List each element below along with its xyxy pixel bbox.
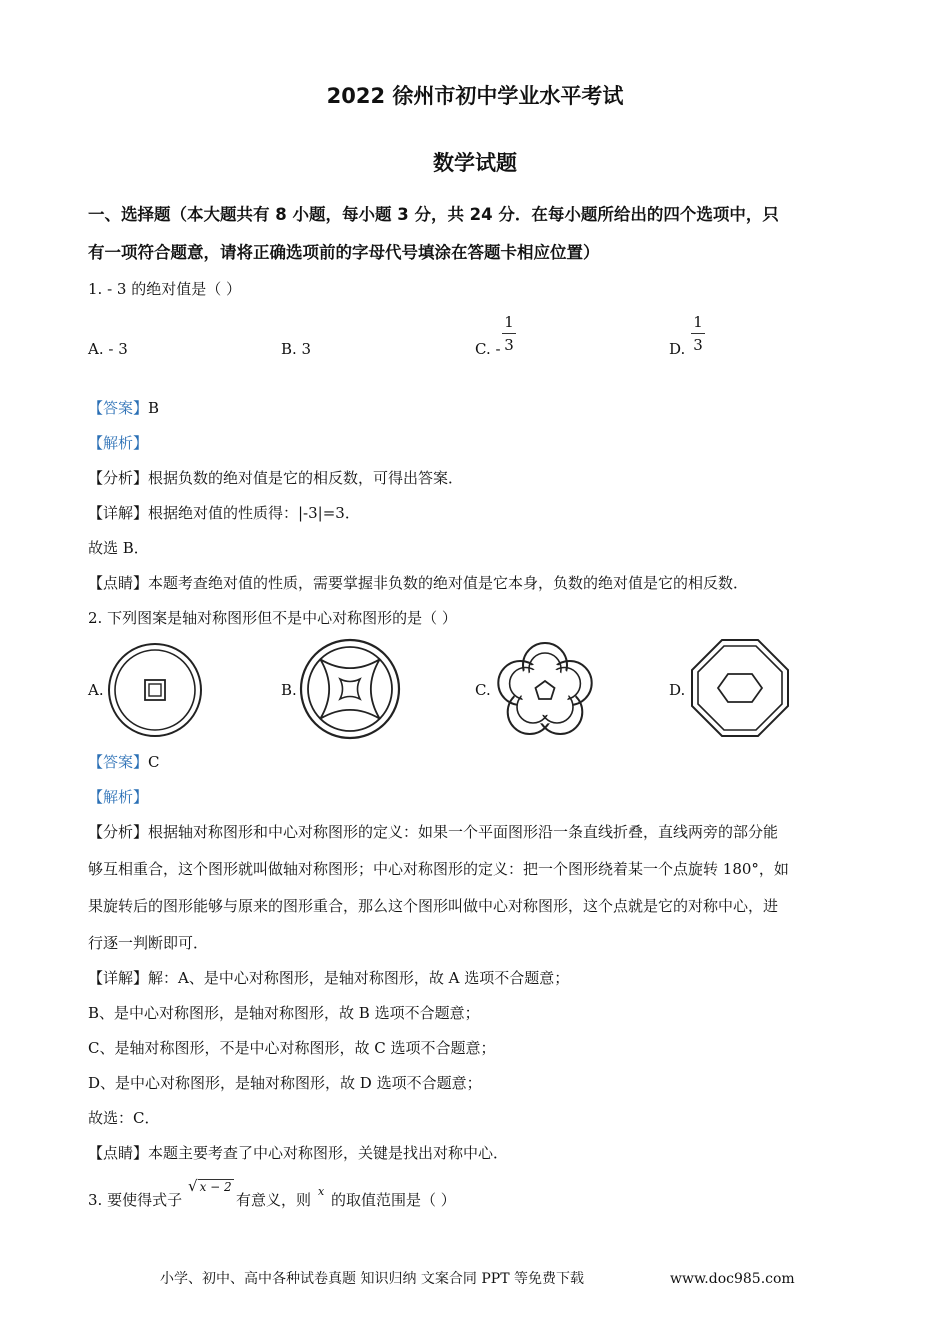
q2-label-b: B. bbox=[281, 681, 297, 699]
q2-fenxi-line3: 果旋转后的图形能够与原来的图形重合，那么这个图形叫做中心对称图形，这个点就是它的对称中心，进 bbox=[88, 897, 779, 915]
q1-xiangjie: 【详解】根据绝对值的性质得：|-3|=3． bbox=[88, 504, 360, 522]
q2-fenxi-line4: 行逐一判断即可． bbox=[88, 934, 209, 952]
q1-analysis-tag: 【解析】 bbox=[88, 434, 149, 452]
q1-option-a: A. - 3 bbox=[88, 340, 128, 358]
q1-answer bbox=[88, 398, 159, 418]
answer-tag: 【答案】 bbox=[88, 399, 149, 417]
fraction-denominator: 3 bbox=[693, 336, 703, 354]
radical-sign: √ bbox=[188, 1177, 198, 1195]
q2-fenxi-line1: 【分析】根据轴对称图形和中心对称图形的定义：如果一个平面图形沿一条直线折叠，直线两旁的部分能 bbox=[88, 823, 779, 841]
q1-option-d: D. bbox=[669, 340, 686, 358]
q3-radical bbox=[188, 1178, 234, 1195]
coin-square-hole-figure bbox=[105, 640, 205, 740]
q2-line-d: D、是中心对称图形，是轴对称图形，故 D 选项不合题意； bbox=[88, 1074, 482, 1092]
fraction-bar bbox=[502, 333, 516, 334]
fraction-bar bbox=[691, 333, 705, 334]
q2-answer bbox=[88, 752, 160, 772]
q2-label-d: D. bbox=[669, 681, 686, 699]
footer-text: 小学、初中、高中各种试卷真题 知识归纳 文案合同 PPT 等免费下载 bbox=[160, 1271, 584, 1287]
q1-dianjing: 【点睛】本题考查绝对值的性质，需要掌握非负数的绝对值是它本身，负数的绝对值是它的相反数． bbox=[88, 574, 749, 592]
q2-xiangjie: 【详解】解：A、是中心对称图形，是轴对称图形，故 A 选项不合题意； bbox=[88, 969, 570, 987]
coin-curved-square-figure bbox=[298, 637, 402, 741]
q2-line-b: B、是中心对称图形，是轴对称图形，故 B 选项不合题意； bbox=[88, 1004, 480, 1022]
q3-stem-post: 的取值范围是（ ） bbox=[331, 1191, 456, 1209]
q1-stem: 1. - 3 的绝对值是（ ） bbox=[88, 280, 241, 298]
q2-analysis-tag: 【解析】 bbox=[88, 788, 149, 806]
plum-flower-figure bbox=[492, 637, 598, 741]
q1-guxuan: 故选 B． bbox=[88, 539, 149, 557]
q2-line-c: C、是轴对称图形，不是中心对称图形，故 C 选项不合题意； bbox=[88, 1039, 496, 1057]
q2-dianjing: 【点睛】本题主要考查了中心对称图形，关键是找出对称中心． bbox=[88, 1144, 509, 1162]
page-subtitle: 数学试题 bbox=[433, 151, 517, 175]
footer-url[interactable]: www.doc985.com bbox=[670, 1271, 795, 1287]
page-title: 2022 徐州市初中学业水平考试 bbox=[326, 84, 624, 108]
q2-label-a: A. bbox=[88, 681, 104, 699]
fraction-numerator: 1 bbox=[504, 313, 514, 331]
q1-option-d-fraction bbox=[691, 313, 705, 354]
radicand: x − 2 bbox=[199, 1180, 232, 1194]
answer-value: C bbox=[148, 753, 160, 771]
q1-option-b: B. 3 bbox=[281, 340, 312, 358]
q1-option-c: C. - bbox=[475, 340, 501, 358]
q3-stem-mid: 有意义，则 bbox=[236, 1191, 312, 1209]
q2-guxuan: 故选：C． bbox=[88, 1109, 160, 1127]
answer-value: B bbox=[148, 399, 160, 417]
fraction-numerator: 1 bbox=[693, 313, 703, 331]
q3-stem-pre: 3. 要使得式子 bbox=[88, 1191, 183, 1209]
section-heading-line1: 一、选择题（本大题共有 8 小题，每小题 3 分，共 24 分．在每小题所给出的四个选项中，只 bbox=[88, 205, 779, 224]
octagon-hexagon-figure bbox=[688, 636, 792, 740]
q2-stem: 2. 下列图案是轴对称图形但不是中心对称图形的是（ ） bbox=[88, 609, 457, 627]
section-heading-line2: 有一项符合题意，请将正确选项前的字母代号填涂在答题卡相应位置） bbox=[88, 243, 600, 262]
answer-tag: 【答案】 bbox=[88, 753, 149, 771]
q2-fenxi-line2: 够互相重合，这个图形就叫做轴对称图形；中心对称图形的定义：把一个图形绕着某一个点旋转 180°，如 bbox=[88, 860, 789, 878]
q1-option-c-fraction bbox=[502, 313, 516, 354]
q3-variable: x bbox=[318, 1185, 325, 1198]
q2-label-c: C. bbox=[475, 681, 491, 699]
q1-fenxi: 【分析】根据负数的绝对值是它的相反数，可得出答案． bbox=[88, 469, 464, 487]
fraction-denominator: 3 bbox=[504, 336, 514, 354]
